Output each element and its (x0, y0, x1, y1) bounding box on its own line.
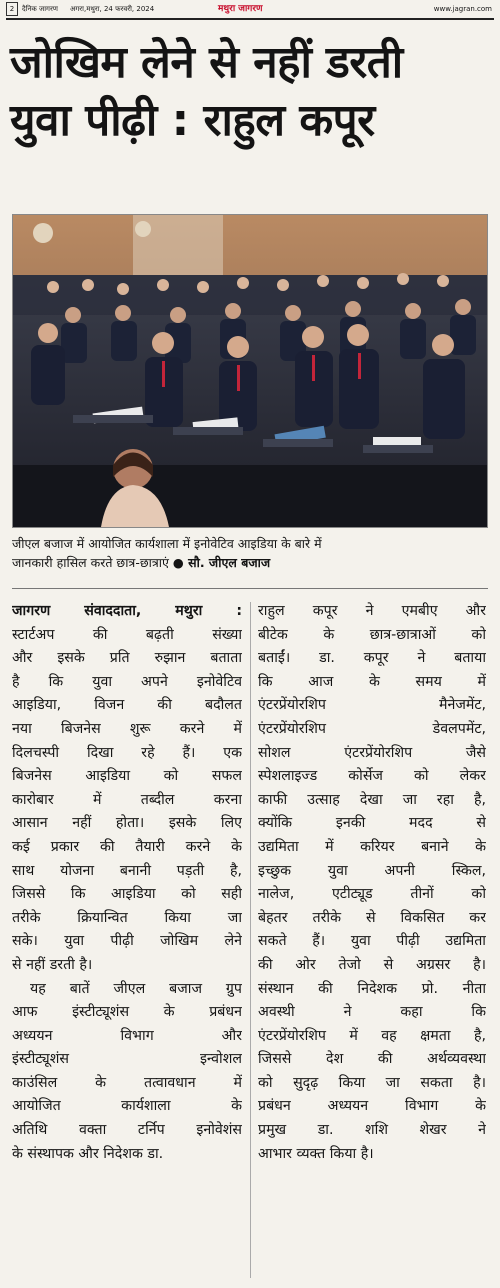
article-line: जिससे देश की अर्थव्यवस्था (258, 1051, 486, 1068)
article-line: बताईं। डा. कपूर ने बताया (258, 650, 486, 667)
article-line: है कि युवा अपने इनोवेटिव (12, 673, 242, 690)
article-line: प्रमुख डा. शशि शेखर ने (258, 1122, 486, 1139)
article-line: एंटरप्रेंयोरशिप मैनेजमेंट, (258, 697, 486, 714)
article-line: कि आज के समय में (258, 673, 486, 690)
column-divider (250, 602, 251, 1278)
article-line: दिलचस्पी दिखा रहे हैं। एक (12, 744, 242, 761)
article-line: कारोबार में तब्दील करना (12, 791, 242, 808)
article-line: अध्ययन विभाग और (12, 1027, 242, 1044)
article-line: आयोजित कार्यशाला के (12, 1098, 242, 1115)
article-line: अतिथि वक्ता टर्निप इनोवेशंस (12, 1122, 242, 1139)
article-line: जिससे कि आइडिया को सही (12, 886, 242, 903)
masthead-date: अगरा,मथुरा, 24 फरवरी, 2024 (70, 5, 155, 13)
article-line: कई प्रकार की तैयारी करने के (12, 838, 242, 855)
article-line: के संस्थापक और निदेशक डा. (12, 1145, 164, 1162)
article-line: एंटरप्रेंयोरशिप में वह क्षमता है, (258, 1027, 486, 1044)
article-line: आसान नहीं होता। इसके लिए (12, 815, 242, 832)
article-line: काफी उत्साह देखा जा रहा है, (258, 791, 486, 808)
caption-line-2-wrap (12, 553, 488, 572)
article-line: सकते हैं। युवा पीढ़ी उद्यमिता (258, 933, 486, 950)
article-line: इच्छुक युवा अपनी स्किल, (258, 862, 486, 879)
article-column-left (12, 600, 242, 1166)
article-line: जागरण संवाददाता, मथुरा : (12, 603, 242, 619)
article-line: बीटेक के छात्र-छात्राओं को (258, 626, 486, 643)
masthead-brand: दैनिक जागरण (22, 5, 58, 13)
article-line: उद्यमिता में करियर बनाने के (258, 838, 486, 855)
article-line: सोशल एंटरप्रेंयोरशिप जैसे (258, 744, 486, 761)
article-line: से नहीं डरती है। (12, 956, 93, 973)
article-line: आफ इंस्टीट्यूशंस के प्रबंधन (12, 1004, 242, 1021)
article-line: एंटरप्रेंयोरशिप डेवलपमेंट, (258, 720, 486, 737)
news-photo (12, 214, 488, 528)
masthead-strip (6, 2, 494, 20)
photo-caption (12, 534, 488, 572)
headline-line-1: जोखिम लेने से नहीं डरती (10, 37, 403, 88)
article-line: नया बिजनेस शुरू करने में (12, 720, 242, 737)
article-line: प्रबंधन अध्ययन विभाग के (258, 1098, 486, 1115)
article-line: साथ योजना बनानी पड़ती है, (12, 862, 242, 879)
article-line: स्पेशलाइज्ड कोर्सेज को लेकर (258, 768, 486, 785)
headline (10, 34, 490, 150)
article-line: को सुदृढ़ किया जा सकता है। (258, 1074, 486, 1091)
edition-name: मथुरा जागरण (218, 4, 263, 14)
article-line: संस्थान की निदेशक प्रो. नीता (258, 980, 486, 997)
headline-line-2: युवा पीढ़ी : राहुल कपूर (10, 95, 375, 146)
article-line: बेहतर तरीके से विकसित कर (258, 909, 486, 926)
article-line: की ओर तेजो से अग्रसर है। (258, 956, 486, 973)
photo-credit: ● सौ. जीएल बजाज (172, 555, 271, 570)
caption-line-2: जानकारी हासिल करते छात्र-छात्राएं (12, 555, 169, 570)
article-line: और इसके प्रति रुझान बताता (12, 650, 242, 667)
article-column-right (258, 600, 486, 1166)
article-line: आइडिया, विजन की बदौलत (12, 697, 242, 714)
article-line: क्योंकि इनकी मदद से (258, 815, 486, 832)
article-line: इंस्टीट्यूशंस इन्वोशल (12, 1051, 242, 1068)
article-line: सके। युवा पीढ़ी जोखिम लेने (12, 933, 242, 950)
article-line: नालेज, एटीट्यूड तीनों को (258, 886, 486, 903)
masthead-url: www.jagran.com (433, 5, 492, 13)
article-line: काउंसिल के तत्वावधान में (12, 1074, 242, 1091)
caption-rule (12, 588, 488, 589)
article-line: आभार व्यक्त किया है। (258, 1145, 374, 1162)
article-line: राहुल कपूर ने एमबीए और (258, 603, 486, 619)
article-line: यह बातें जीएल बजाज ग्रुप (30, 980, 242, 997)
article-line: अवस्थी ने कहा कि (258, 1004, 486, 1021)
seminar-audience-image (13, 215, 487, 527)
caption-line-1: जीएल बजाज में आयोजित कार्यशाला में इनोवेटिव आइडिया के बारे में (12, 536, 322, 551)
article-line: बिजनेस आइडिया को सफल (12, 768, 242, 785)
page-number: 2 (6, 2, 18, 16)
article-line: स्टार्टअप की बढ़ती संख्या (12, 626, 242, 643)
article-line: तरीके क्रियान्वित किया जा (12, 909, 242, 926)
